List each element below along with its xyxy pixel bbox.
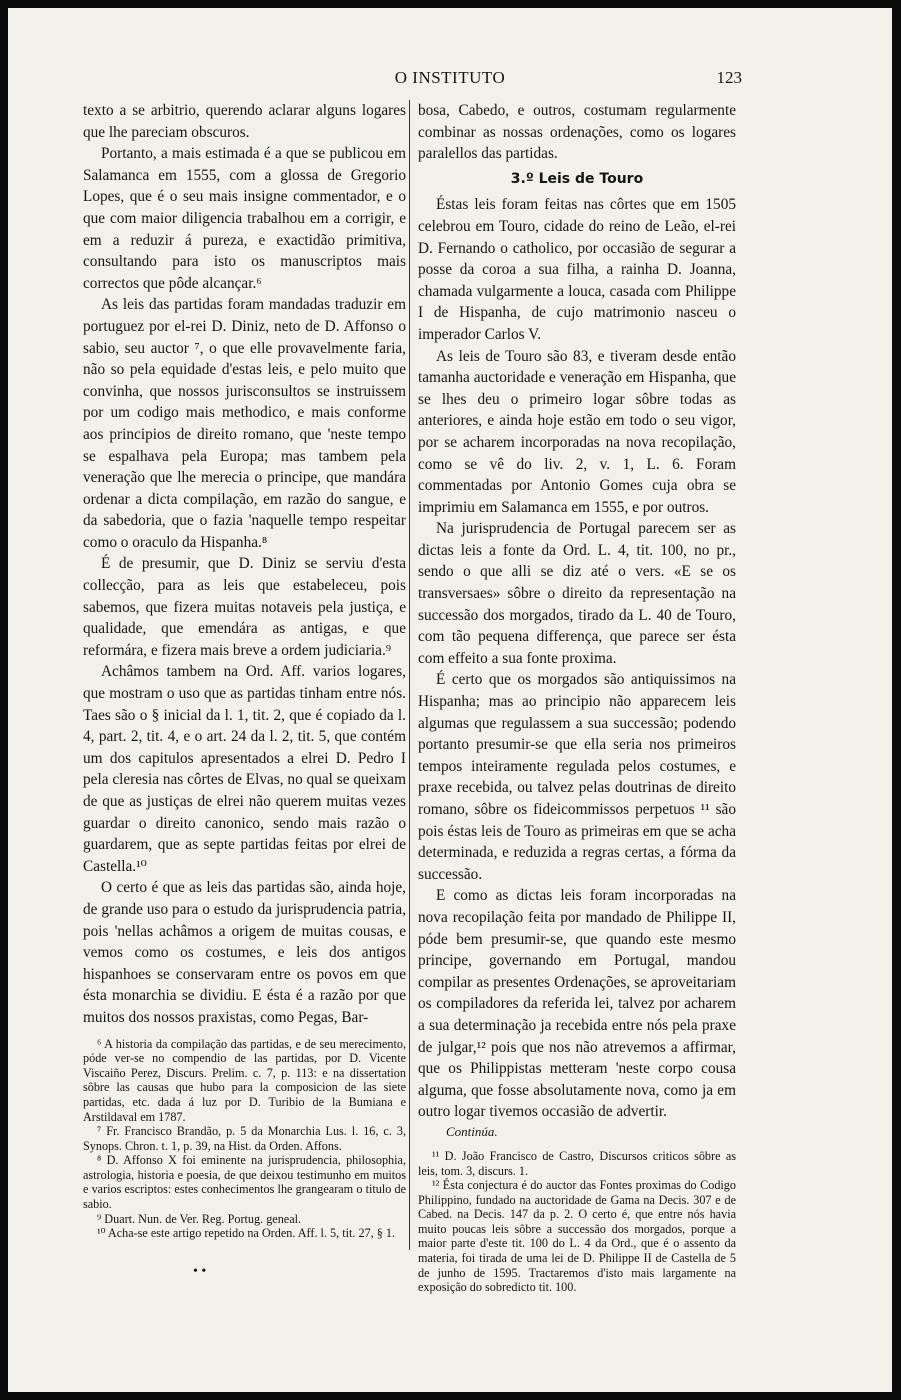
body-paragraph: As leis das partidas foram mandadas traduzir em portuguez por el-rei D. Diniz, neto de D. Affonso o sabio, seu auctor ⁷, o que elle provavelmente faria, não so pela equidade d'estas leis, e pelo muito que convinha, que nossos jurisconsultos se instruissem por um codigo mais methodico, e mais conforme aos principios de direito romano, que 'neste tempo se espalhava pela Europa; mas tambem pela veneração que lhe merecia o principe, que mandára ordenar a dicta compilação, em razão do sangue, e da sabedoria, que o fazia 'naquelle tempo respeitar como o oraculo da Hispanha.⁸ — [83, 296, 406, 551]
page-number: 123 — [716, 68, 742, 87]
body-paragraph: E como as dictas leis foram incorporadas na nova recopilação feita por mandado de Philippe II, póde bem presumir-se, que quando este mesmo principe, governando em Portugal, mandou compilar as presentes Ordenações, se aproveitariam os compiladores da referida lei, talvez por acharem a sua determinação ja recebida entre nós pela praxe de julgar,¹² pois que nos não atrevemos a affirmar, que os Philippistas metteram 'neste corpo cousa alguma, que fosse absolutamente nova, como ja em outro logar tivemos occasião de advertir. — [418, 887, 736, 1121]
footnotes-right — [418, 1149, 736, 1295]
printer-dots: • • — [193, 1264, 207, 1279]
body-paragraph: bosa, Cabedo, e outros, costumam regularmente combinar as nossas ordenações, como os logares paralellos das partidas. — [418, 102, 736, 163]
body-paragraph: As leis de Touro são 83, e tiveram desde então tamanha auctoridade e veneração em Hispanha, que se lhes deu o primeiro logar sôbre todas as anteriores, e ainda hoje estão em todo o seu vigor, por se acharem incorporadas na nova recopilação, como se vê do liv. 2, v. 1, L. 6. Foram commentadas por Antonio Gomes cuja obra se imprimiu em Salamanca em 1555, e por outros. — [418, 347, 736, 516]
journal-title: O INSTITUTO — [394, 68, 506, 87]
body-paragraph: Achâmos tambem na Ord. Aff. varios logares, que mostram o uso que as partidas tinham entre nós. Taes são o § inicial da l. 1, tit. 2, que é copiado da l. 4, part. 2, tit. 4, e o art. 24 da l. 2, tit. 5, que contém um dos capitulos apresentados a elrei D. Pedro I pela cleresia nas côrtes de Elvas, no qual se queixam de que as justiças de elrei não querem muitas vezes guardar o direito canonico, sendo mais razão o guardarem, que as septe partidas feitas por elrei de Castella.¹⁰ — [83, 663, 406, 875]
body-paragraph: Na jurisprudencia de Portugal parecem ser as dictas leis a fonte da Ord. L. 4, tit. 100, no pr., sendo o que alli se diz até o vers. «E se os transversaes» sôbre o direito da representação na successão dos morgados, tirado da L. 40 de Touro, com tão pequena differença, que parece ser ésta com effeito a sua fonte proxima. — [418, 520, 736, 667]
running-header — [8, 68, 892, 92]
column-divider — [409, 100, 410, 1250]
footnote: ¹⁰ Acha-se este artigo repetido na Orden. Aff. l. 5, tit. 27, § 1. — [97, 1226, 396, 1241]
footnote: ⁹ Duart. Nun. de Ver. Reg. Portug. geneal. — [97, 1211, 302, 1226]
page — [8, 8, 892, 1392]
body-paragraph: texto a se arbitrio, querendo aclarar alguns logares que lhe pareciam obscuros. — [83, 102, 406, 141]
footnote: ¹² Ésta conjectura é do auctor das Fontes proximas do Codigo Philippino, fundado na auctoridade de Gama na Decis. 307 e de Cabed. na Decis. 147 da p. 2. O certo é, que entre nós havia muito poucas leis sôbre a successão dos morgados, porque a maior parte d'este tit. 100 do L. 4 da Ord., que é o assento da materia, foi tirada de uma lei de D. Philippe II de Castella de 5 de junho de 1595. Tractaremos d'isto mais largamente na exposição do sobredicto tit. 100. — [418, 1178, 736, 1295]
body-paragraph: Portanto, a mais estimada é a que se publicou em Salamanca em 1555, com a glossa de Gregorio Lopes, que é o seu mais insigne commentador, e o que com maior diligencia trabalhou em a corrigir, e em a reduzir á pureza, e exactidão primitiva, consultando para isto os manuscriptos mais correctos que pôde alcançar.⁶ — [83, 145, 406, 292]
footnotes-left — [83, 1037, 406, 1241]
right-column — [418, 100, 736, 1295]
body-paragraph: Éstas leis foram feitas nas côrtes que em 1505 celebrou em Touro, cidade do reino de Leão, el-rei D. Fernando o catholico, por occasião de segurar a posse da coroa a sua filha, a rainha D. Joanna, chamada vulgarmente a louca, casada com Philippe I de Hispanha, de cujo matrimonio nasceu o imperador Carlos V. — [418, 196, 736, 343]
section-heading: 3.º Leis de Touro — [510, 170, 644, 187]
body-paragraph: É certo que os morgados são antiquissimos na Hispanha; mas ao principio não apparecem leis algumas que regulassem a sua successão; podendo portanto presumir-se que ella seria nos primeiros tempos inteiramente regulada pelos costumes, e praxe recebida, ou talvez pelas doutrinas de direito romano, sôbre os fideicommissos perpetuos ¹¹ são pois éstas leis de Touro as primeiras em que se acha determinada, e reduzida a regras certas, a fórma da successão. — [418, 671, 736, 883]
footnote: ⁷ Fr. Francisco Brandão, p. 5 da Monarchia Lus. l. 16, c. 3, Synops. Chron. t. 1, p. 39, na Hist. da Orden. Affons. — [83, 1124, 406, 1153]
body-paragraph: É de presumir, que D. Diniz se serviu d'esta collecção, para as leis que estabeleceu, pois sabemos, que fizera muitas notaveis pela justiça, e qualidade, que emendára as antigas, e que reformára, e fizera mais breve a ordem judiciaria.⁹ — [83, 555, 406, 659]
body-paragraph: O certo é que as leis das partidas são, ainda hoje, de grande uso para o estudo da jurisprudencia patria, pois 'nellas achâmos a origem de muitas cousas, e vemos como os costumes, e leis dos antigos hispanhoes se conservaram entre os povos em que ésta monarchia se dividiu. E ésta é a razão por que muitos dos nossos praxistas, como Pegas, Bar- — [83, 879, 406, 1026]
footnote: ⁶ A historia da compilação das partidas, e de seu merecimento, póde ver-se no compendio de las partidas, por D. Vicente Viscaiño Perez, Discurs. Prelim. c. 7, p. 113: e na dissertation sôbre las causas que hubo para la composicion de las siete partidas, etc. dada á luz por D. Turibio de la Bumiana e Arstildaval em 1787. — [83, 1036, 406, 1124]
left-column — [83, 100, 406, 1241]
footnote: ⁸ D. Affonso X foi eminente na jurisprudencia, philosophia, astrologia, historia e poesia, de que deixou testimunho em muitos e varios escriptos: estes conhecimentos lhe grangearam o titulo de sabio. — [83, 1153, 406, 1212]
footnote: ¹¹ D. João Francisco de Castro, Discursos criticos sôbre as leis, tom. 3, discurs. 1. — [418, 1148, 736, 1178]
continua-note: Continúa. — [446, 1123, 498, 1139]
